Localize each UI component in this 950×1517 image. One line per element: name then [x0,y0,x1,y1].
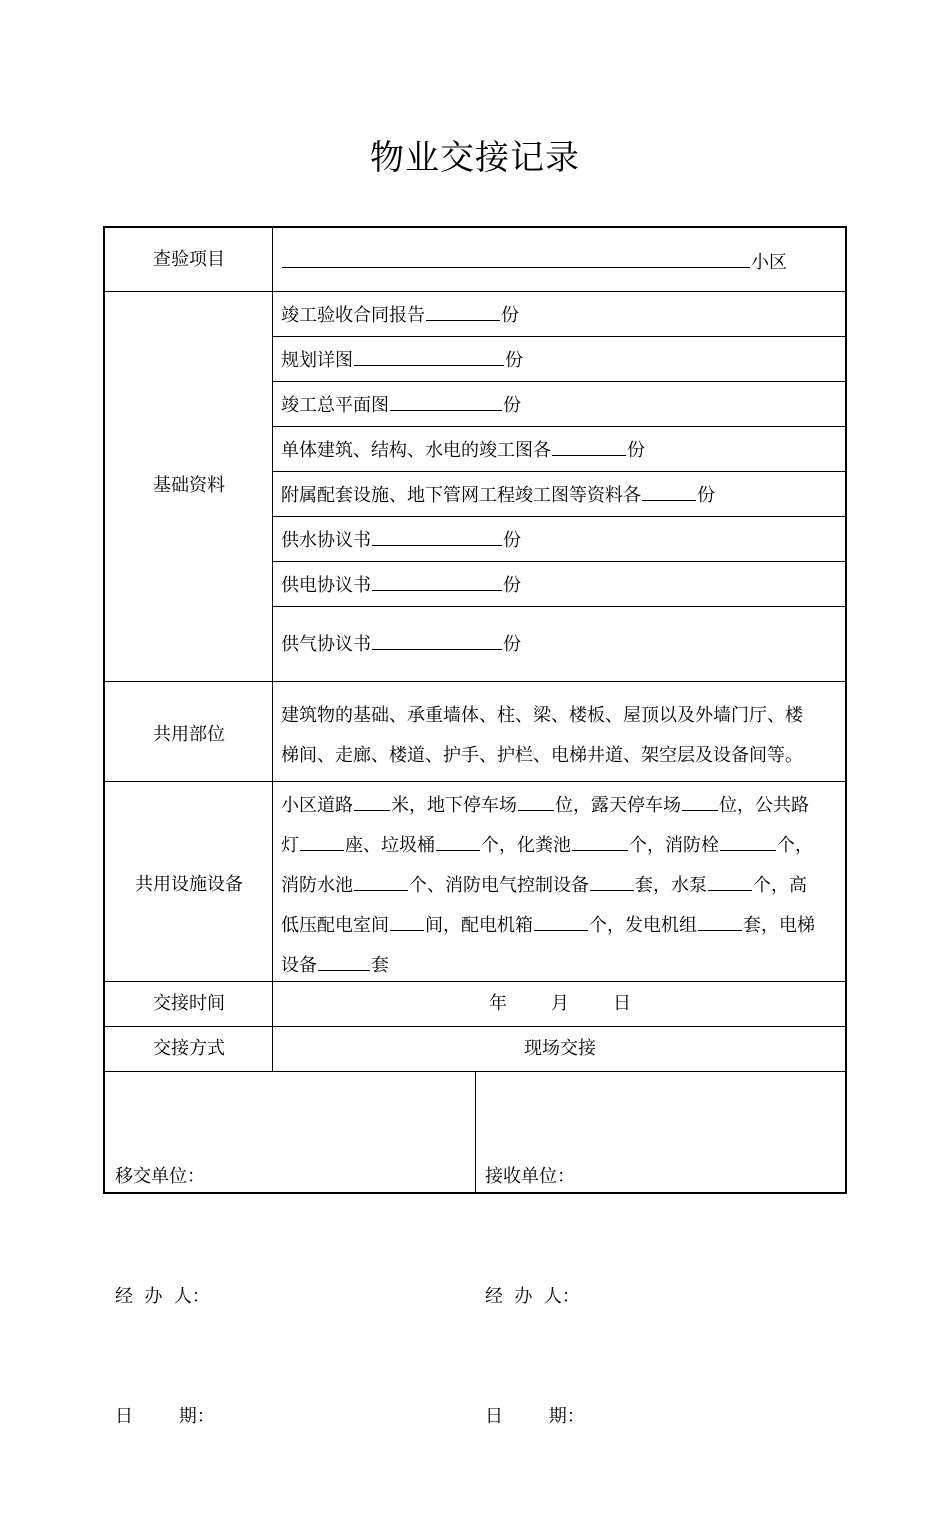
row-divider [273,516,845,517]
text-segment: 个， [777,835,813,856]
fire-control-input[interactable] [590,872,634,891]
water-pump-input[interactable] [708,872,752,891]
unit-label: 份 [505,350,523,371]
basic-item-text: 供气协议书 [281,634,371,655]
basic-item [281,482,715,507]
row-divider [105,781,845,782]
distribution-box-input[interactable] [534,912,588,931]
text-segment: 套 [371,955,389,976]
project-suffix: 小区 [751,252,787,273]
street-light-input[interactable] [300,832,344,851]
row-divider [273,561,845,562]
text-segment: 个，发电机组 [589,915,697,936]
row-divider [273,336,845,337]
text-line [281,786,815,826]
copies-input[interactable] [642,482,696,501]
text-segment: 个，高 [753,875,807,896]
row-divider [105,681,845,682]
facilities-label: 共用设施设备 [135,874,243,895]
text-segment: 套，水泵 [635,875,707,896]
basic-item-text: 附属配套设施、地下管网工程竣工图等资料各 [281,485,641,506]
unit-label: 份 [501,305,519,326]
shared-parts-label: 共用部位 [153,724,225,745]
basic-item-text: 规划详图 [281,350,353,371]
basic-item-text: 供水协议书 [281,530,371,551]
receiving-unit-label: 接收单位： [485,1166,575,1187]
text-segment: 位，公共路 [719,795,809,816]
text-segment: 灯 [281,835,299,856]
text-segment: 套，电梯 [743,915,815,936]
text-segment: 位，露天停车场 [555,795,681,816]
elevator-input[interactable] [318,952,370,971]
time-label: 交接时间 [153,993,225,1014]
text-segment: 个、消防电气控制设备 [409,875,589,896]
month-label: 月 [551,993,569,1014]
copies-input[interactable] [426,302,500,321]
septic-tank-input[interactable] [572,832,628,851]
unit-label: 份 [503,634,521,655]
page-title: 物业交接记录 [370,138,580,178]
basic-item [281,437,645,462]
column-divider [475,1071,476,1194]
copies-input[interactable] [372,631,502,650]
row-divider [273,426,845,427]
basic-item [281,302,519,327]
basic-item [281,572,521,597]
fire-hydrant-input[interactable] [720,832,776,851]
handover-form [103,226,847,1427]
receiving-handler-label: 经 办 人： [485,1286,580,1307]
text-line [281,946,815,986]
text-line [281,826,815,866]
text-segment: 米，地下停车场 [391,795,517,816]
basic-item-text: 竣工总平面图 [281,395,389,416]
text-line: 梯间、走廊、楼道、护手、护栏、电梯井道、架空层及设备间等。 [281,745,803,766]
day-label: 日 [613,993,631,1014]
column-divider [272,228,273,1071]
power-room-input[interactable] [390,912,424,931]
unit-label: 份 [503,530,521,551]
basic-label: 基础资料 [153,475,225,496]
method-value: 现场交接 [524,1038,596,1059]
basic-item [281,392,521,417]
open-parking-input[interactable] [682,792,718,811]
row-divider [273,381,845,382]
transfer-handler-label: 经 办 人： [115,1286,210,1307]
text-segment: 低压配电室间 [281,915,389,936]
copies-input[interactable] [372,572,502,591]
copies-input[interactable] [372,527,502,546]
copies-input[interactable] [552,437,626,456]
text-segment: 小区道路 [281,795,353,816]
text-segment: 个，消防栓 [629,835,719,856]
project-name-input[interactable] [282,249,750,268]
underground-parking-input[interactable] [518,792,554,811]
text-line [281,866,815,906]
sign-off-right [485,1077,585,1517]
basic-item-text: 单体建筑、结构、水电的竣工图各 [281,440,551,461]
basic-item [281,347,523,372]
basic-item [281,527,521,552]
text-line [281,906,815,946]
sign-off-left [115,1077,215,1517]
text-segment: 消防水池 [281,875,353,896]
copies-input[interactable] [354,347,504,366]
transfer-unit-label: 移交单位： [115,1166,205,1187]
year-label: 年 [489,993,507,1014]
text-segment: 个，化粪池 [481,835,571,856]
row-divider [105,1026,845,1027]
unit-label: 份 [627,440,645,461]
row-divider [273,606,845,607]
generator-input[interactable] [698,912,742,931]
unit-label: 份 [503,395,521,416]
copies-input[interactable] [390,392,502,411]
project-name-line [281,249,787,274]
basic-item [281,631,521,656]
text-segment: 设备 [281,955,317,976]
trash-bin-input[interactable] [436,832,480,851]
basic-item-text: 供电协议书 [281,575,371,596]
handover-date[interactable] [273,993,847,1015]
method-label: 交接方式 [153,1038,225,1059]
text-segment: 座、垃圾桶 [345,835,435,856]
unit-label: 份 [503,575,521,596]
road-meters-input[interactable] [354,792,390,811]
row-divider [273,471,845,472]
facilities-text [281,786,815,986]
fire-pool-input[interactable] [354,872,408,891]
text-segment: 间，配电机箱 [425,915,533,936]
basic-item-text: 竣工验收合同报告 [281,305,425,326]
row-divider [105,291,845,292]
project-label: 查验项目 [153,249,225,270]
unit-label: 份 [697,485,715,506]
shared-parts-text [281,696,803,776]
text-line: 建筑物的基础、承重墙体、柱、梁、楼板、屋顶以及外墙门厅、楼 [281,705,803,726]
receiving-date-label: 日 期： [485,1406,585,1427]
transfer-date-label: 日 期： [115,1406,215,1427]
